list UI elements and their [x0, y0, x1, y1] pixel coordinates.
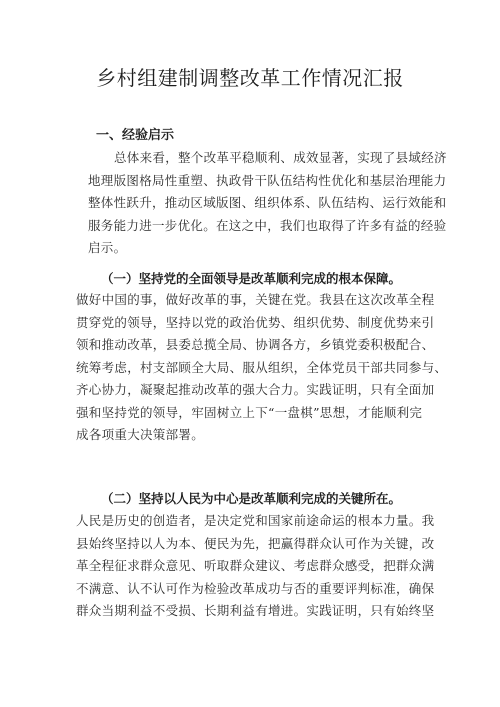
paragraph-line: 群众当期利益不受损、长期利益有增进。实践证明，只有始终坚: [76, 603, 435, 618]
subsection-1-paragraph: [76, 289, 447, 447]
paragraph-line: 贯穿党的领导，坚持以党的政治优势、组织优势、制度优势来引: [76, 314, 435, 330]
paragraph-line: 服务能力进一步优化。在这之中，我们也取得了许多有益的经验: [88, 217, 447, 233]
paragraph-line: 县始终坚持以人为本、便民为先，把赢得群众认可作为关键，改: [76, 535, 435, 551]
paragraph-line: 不满意、认不认可作为检验改革成功与否的重要评判标准，确保: [76, 580, 435, 596]
subsection-2-title: （二）坚持以人民为中心是改革顺利完成的关键所在。: [101, 491, 402, 506]
paragraph-line: 人民是历史的创造者，是决定党和国家前途命运的根本力量。我: [76, 513, 435, 528]
section-heading: 一、经验启示: [96, 128, 175, 143]
paragraph-line: 强和坚持党的领导，牢固树立上下“一盘棋”思想，才能顺利完: [76, 404, 423, 420]
paragraph-line: 启示。: [88, 240, 127, 255]
subsection-2-paragraph: [76, 510, 434, 623]
paragraph-line: 领和推动改革，县委总揽全局、协调各方，乡镇党委积极配合、: [76, 337, 435, 352]
paragraph-line: 革全程征求群众意见、听取群众建议、考虑群众感受，把群众满: [76, 558, 435, 573]
subsection-1-title: （一）坚持党的全面领导是改革顺利完成的根本保障。: [101, 271, 402, 286]
paragraph-line: 成各项重大决策部署。: [76, 427, 205, 442]
paragraph-line: 整体性跃升，推动区域版图、组织体系、队伍结构、运行效能和: [88, 195, 447, 210]
paragraph-line: 统筹考虑，村支部顾全大局、服从组织，全体党员干部共同参与、: [76, 359, 448, 375]
intro-paragraph: [88, 147, 447, 260]
document-title: 乡村组建制调整改革工作情况汇报: [96, 66, 404, 90]
paragraph-line: 做好中国的事，做好改革的事，关键在党。我县在这次改革全程: [76, 292, 435, 307]
paragraph-line: 总体来看，整个改革平稳顺利、成效显著，实现了县域经济: [114, 150, 447, 165]
paragraph-line: 地理版图格局性重塑、执政骨干队伍结构性优化和基层治理能力: [88, 172, 447, 188]
paragraph-line: 齐心协力，凝聚起推动改革的强大合力。实践证明，只有全面加: [76, 382, 435, 397]
